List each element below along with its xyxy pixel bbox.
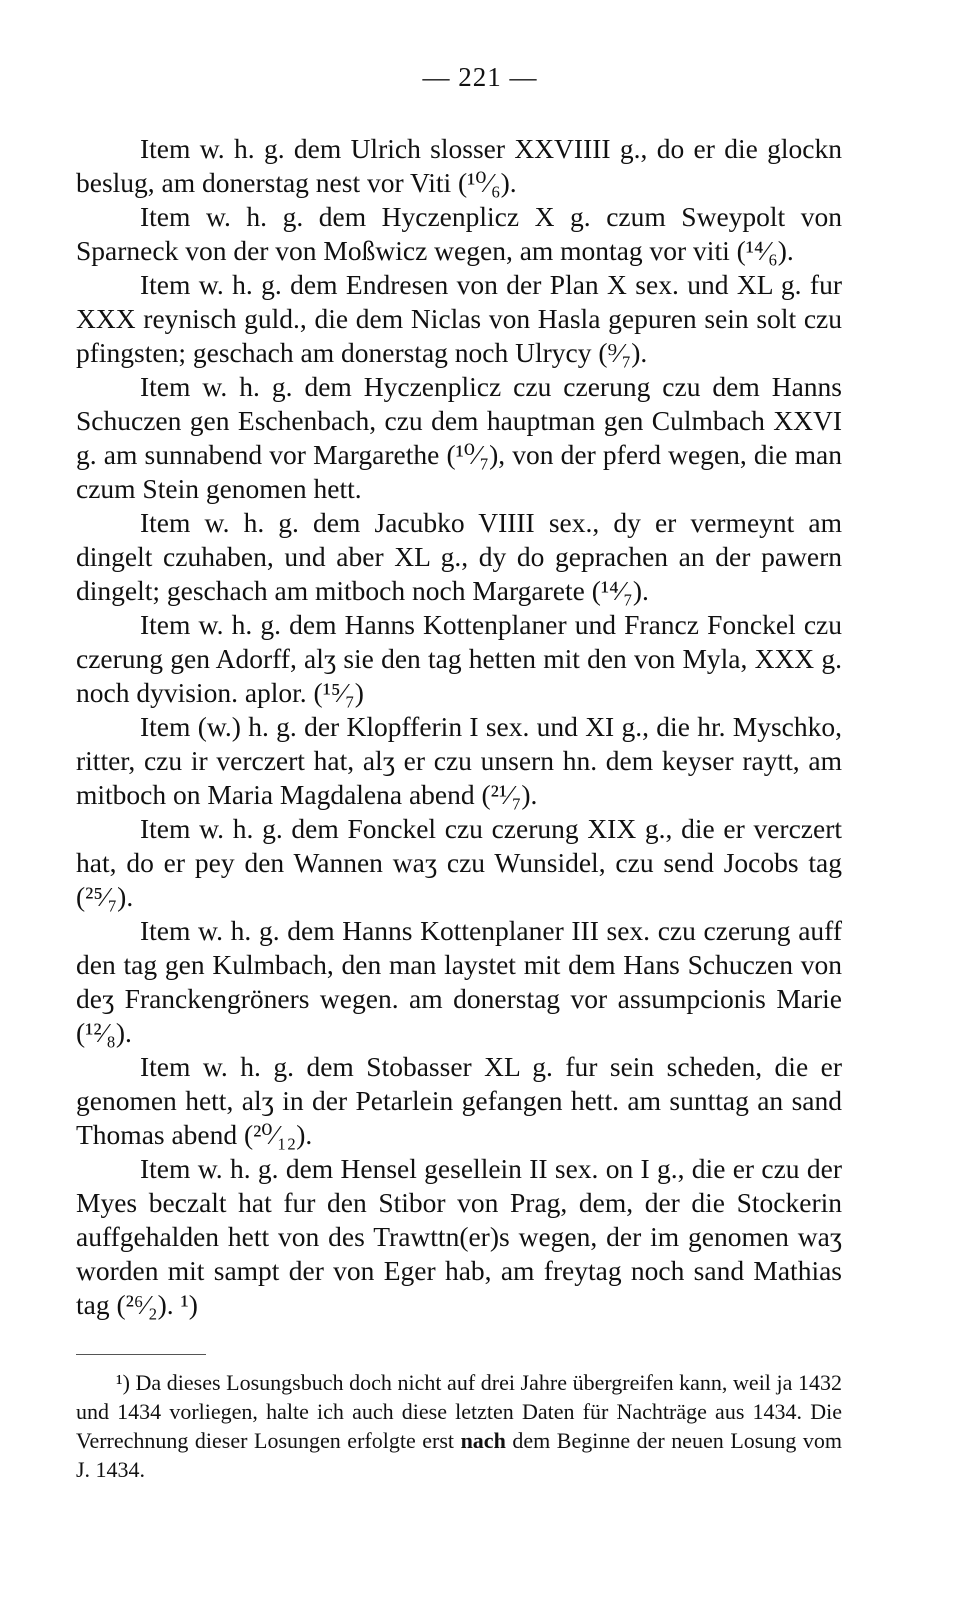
entry-paragraph: Item w. h. g. dem Hanns Kottenplaner und Francz Fonckel czu czerung gen Adorff, alʒ sie den tag hetten mit den von Myla, XXX g. noch dyvision. aplor. (¹⁵⁄₇) xyxy=(76,609,842,708)
footnote-marker: ¹) xyxy=(116,1370,130,1395)
footnote-divider xyxy=(76,1354,206,1355)
page-number: — 221 — xyxy=(422,62,538,92)
entry-paragraph: Item w. h. g. dem Hyczenplicz czu czerung czu dem Hanns Schuczen gen Eschenbach, czu dem hauptman gen Culmbach XXVI g. am sunnabend vor Margarethe (¹⁰⁄₇), von der pferd wegen, die man czum Stein genomen hett. xyxy=(76,371,842,504)
entry-paragraph: Item (w.) h. g. der Klopfferin I sex. und XI g., die hr. Myschko, ritter, czu ir verczert hat, alʒ er czu unsern hn. dem keyser raytt, am mitboch on Maria Magdalena abend (²¹⁄₇). xyxy=(76,711,842,810)
footnote-text-end: dem Beginne der neuen Losung vom J. 1434. xyxy=(76,1428,842,1482)
entry-paragraph: Item w. h. g. dem Fonckel czu czerung XIX g., die er verczert hat, do er pey den Wannen waʒ czu Wunsidel, czu send Jocobs tag (²⁵⁄₇). xyxy=(76,813,842,912)
entry-paragraph: Item w. h. g. dem Hyczenplicz X g. czum Sweypolt von Sparneck von der von Moßwicz wegen, am montag vor viti (¹⁴⁄₆). xyxy=(76,201,842,266)
entry-paragraph: Item w. h. g. dem Hensel gesellein II sex. on I g., die er czu der Myes beczalt hat fur den Stibor von Prag, dem, der die Stockerin auffgehalden hett von des Trawttn(er)s wegen, der im genomen waʒ worden mit sampt der von Eger hab, am freytag noch sand Mathias tag (²⁶⁄₂). ¹) xyxy=(76,1153,842,1320)
footnote xyxy=(76,1368,842,1484)
entry-paragraph: Item w. h. g. dem Stobasser XL g. fur sein scheden, die er genomen hett, alʒ in der Petarlein gefangen hett. am sunttag an sand Thomas abend (²⁰⁄₁₂). xyxy=(76,1051,842,1150)
entry-paragraph: Item w. h. g. dem Endresen von der Plan X sex. und XL g. fur XXX reynisch guld., die dem Niclas von Hasla gepuren sein solt czu pfingsten; geschach am donerstag noch Ulrycy (⁹⁄₇). xyxy=(76,269,842,368)
entry-paragraph: Item w. h. g. dem Jacubko VIIII sex., dy er vermeynt am dingelt czuhaben, und aber XL g., dy do geprachen an der pawern dingelt; geschach am mitboch noch Margarete (¹⁴⁄₇). xyxy=(76,507,842,606)
footnote-emphasis: nach xyxy=(460,1428,506,1453)
main-text xyxy=(76,132,842,1322)
entry-paragraph: Item w. h. g. dem Hanns Kottenplaner III sex. czu czerung auff den tag gen Kulmbach, den man laystet mit dem Hans Schuczen von deʒ Franckengröners wegen. am donerstag vor assumpcionis Marie (¹²⁄₈). xyxy=(76,915,842,1048)
entry-paragraph: Item w. h. g. dem Ulrich slosser XXVIIII g., do er die glockn beslug, am donerstag nest vor Viti (¹⁰⁄₆). xyxy=(76,133,842,198)
footnote-text: Da dieses Losungsbuch doch nicht auf drei Jahre übergreifen kann, weil ja 1432 und 1434 vorliegen, halte ich auch diese letzten Daten für Nachträge aus 1434. Die Verrechnung dieser Losungen erfolgte erst xyxy=(76,1370,842,1453)
